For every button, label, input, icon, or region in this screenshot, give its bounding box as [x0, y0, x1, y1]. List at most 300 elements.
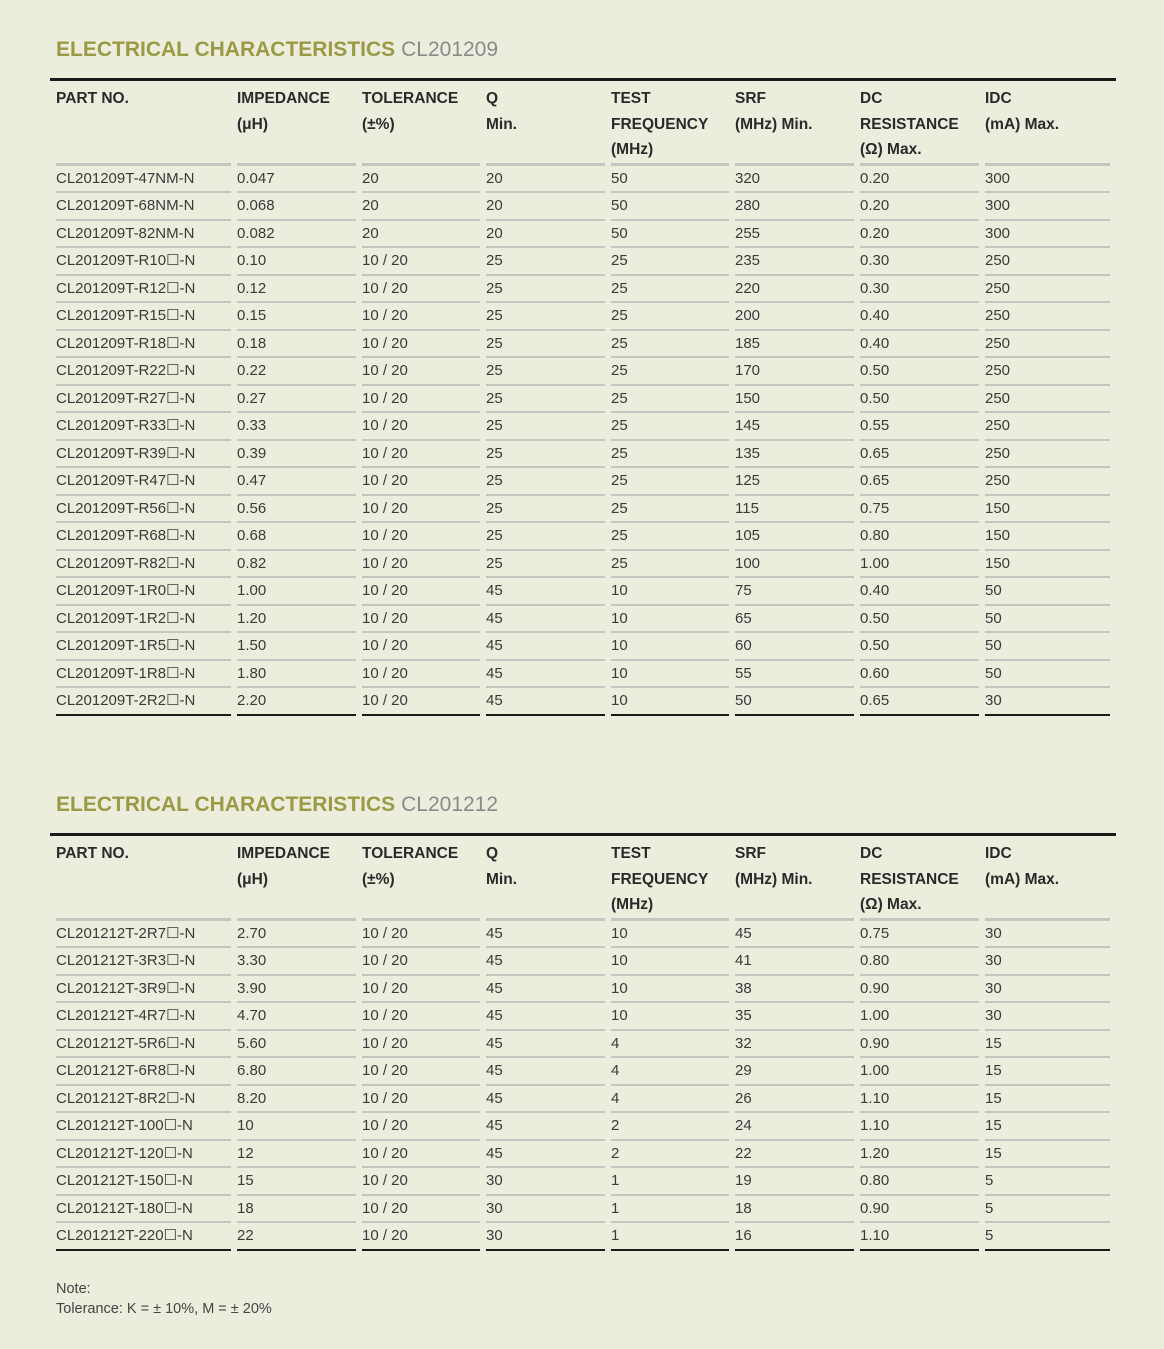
- table-row: [56, 221, 1110, 249]
- column-header-line: TOLERANCE: [362, 845, 459, 862]
- table-cell: 185: [735, 331, 854, 359]
- table-row: [56, 1141, 1110, 1169]
- table-row: [56, 948, 1110, 976]
- part-number-cell: CL201209T-R56☐-N: [56, 496, 231, 524]
- table-cell: 0.40: [860, 578, 979, 606]
- table-row: [56, 1196, 1110, 1224]
- table-cell: 10 / 20: [362, 1168, 480, 1196]
- table-cell: 10 / 20: [362, 976, 480, 1004]
- table-cell: 150: [985, 551, 1110, 579]
- table-cell: 0.33: [237, 413, 356, 441]
- part-number-cell: CL201209T-2R2☐-N: [56, 688, 231, 716]
- column-header-line: Q: [486, 90, 499, 107]
- table-cell: 25: [611, 248, 729, 276]
- table-row: [56, 1058, 1110, 1086]
- section-cl201212: [56, 791, 1104, 1251]
- section-cl201209: [56, 36, 1104, 716]
- table-cell: 45: [486, 1141, 605, 1169]
- table-cell: 10 / 20: [362, 688, 480, 716]
- table-cell: 15: [985, 1113, 1110, 1141]
- table-cell: 0.22: [237, 358, 356, 386]
- table-cell: 235: [735, 248, 854, 276]
- table-cell: 10: [611, 921, 729, 949]
- table-cell: 145: [735, 413, 854, 441]
- table-row: [56, 303, 1110, 331]
- part-number-cell: CL201209T-R18☐-N: [56, 331, 231, 359]
- table-cell: 150: [985, 496, 1110, 524]
- part-number-cell: CL201209T-R39☐-N: [56, 441, 231, 469]
- table-cell: 10: [611, 976, 729, 1004]
- table-cell: 22: [237, 1223, 356, 1251]
- table-cell: 15: [985, 1058, 1110, 1086]
- table-cell: 1.10: [860, 1086, 979, 1114]
- part-number-cell: CL201212T-120☐-N: [56, 1141, 231, 1169]
- table-cell: 1.20: [237, 606, 356, 634]
- column-header-line: (MHz) Min.: [735, 870, 813, 888]
- table-cell: 26: [735, 1086, 854, 1114]
- table-cell: 30: [985, 948, 1110, 976]
- table-cell: 10 / 20: [362, 496, 480, 524]
- table-cell: 45: [486, 1113, 605, 1141]
- table-cell: 35: [735, 1003, 854, 1031]
- table-cell: 10: [611, 948, 729, 976]
- table-cell: 50: [735, 688, 854, 716]
- table-cell: 10: [611, 1003, 729, 1031]
- table-cell: 10 / 20: [362, 303, 480, 331]
- table-cell: 1.20: [860, 1141, 979, 1169]
- table-cell: 10: [611, 688, 729, 716]
- section-title: [56, 36, 1104, 64]
- column-header-line: (MHz): [611, 896, 654, 913]
- table-cell: 20: [486, 166, 605, 194]
- table-cell: 50: [985, 606, 1110, 634]
- table-cell: 10: [611, 578, 729, 606]
- table-cell: 45: [486, 578, 605, 606]
- table-cell: 1.00: [860, 1058, 979, 1086]
- table-cell: 5: [985, 1223, 1110, 1251]
- part-number-cell: CL201209T-82NM-N: [56, 221, 231, 249]
- column-header-line: IDC: [985, 90, 1012, 107]
- part-number-cell: CL201209T-R12☐-N: [56, 276, 231, 304]
- table-cell: 10 / 20: [362, 1086, 480, 1114]
- table-cell: 170: [735, 358, 854, 386]
- table-cell: 10 / 20: [362, 1196, 480, 1224]
- column-header-line: DC: [860, 90, 883, 107]
- table-cell: 10 / 20: [362, 1003, 480, 1031]
- table-cell: 30: [985, 688, 1110, 716]
- table-cell: 15: [985, 1031, 1110, 1059]
- table-cell: 25: [611, 496, 729, 524]
- column-header: [362, 81, 480, 166]
- part-number-cell: CL201212T-3R9☐-N: [56, 976, 231, 1004]
- column-header-line: Min.: [486, 115, 517, 133]
- table-cell: 250: [985, 303, 1110, 331]
- table-cell: 1: [611, 1223, 729, 1251]
- table-cell: 0.75: [860, 921, 979, 949]
- table-cell: 10 / 20: [362, 386, 480, 414]
- table-cell: 105: [735, 523, 854, 551]
- table-cell: 255: [735, 221, 854, 249]
- table-cell: 6.80: [237, 1058, 356, 1086]
- table-row: [56, 578, 1110, 606]
- table-cell: 20: [362, 193, 480, 221]
- part-number-cell: CL201209T-R82☐-N: [56, 551, 231, 579]
- table-cell: 15: [237, 1168, 356, 1196]
- table-cell: 1.00: [860, 551, 979, 579]
- table-cell: 45: [486, 661, 605, 689]
- table-cell: 25: [486, 551, 605, 579]
- table-cell: 10 / 20: [362, 578, 480, 606]
- table-cell: 45: [486, 948, 605, 976]
- table-cell: 0.65: [860, 688, 979, 716]
- table-cell: 1.00: [237, 578, 356, 606]
- table-cell: 50: [985, 578, 1110, 606]
- table-cell: 250: [985, 331, 1110, 359]
- table-cell: 0.10: [237, 248, 356, 276]
- table-cell: 45: [486, 633, 605, 661]
- column-header-line: PART NO.: [56, 845, 129, 862]
- column-header-line: RESISTANCE: [860, 115, 959, 133]
- table-cell: 10 / 20: [362, 1113, 480, 1141]
- table-cell: 25: [611, 303, 729, 331]
- column-header-line: TEST: [611, 90, 651, 107]
- part-number-cell: CL201209T-1R2☐-N: [56, 606, 231, 634]
- model-number: CL201212: [401, 793, 499, 816]
- table-cell: 0.55: [860, 413, 979, 441]
- table-cell: 16: [735, 1223, 854, 1251]
- column-header-line: TOLERANCE: [362, 90, 459, 107]
- column-header-line: (mA) Max.: [985, 870, 1060, 888]
- table-cell: 0.80: [860, 523, 979, 551]
- column-header-line: FREQUENCY: [611, 870, 709, 888]
- part-number-cell: CL201212T-2R7☐-N: [56, 921, 231, 949]
- table-cell: 25: [486, 386, 605, 414]
- table-cell: 4: [611, 1031, 729, 1059]
- table-cell: 150: [735, 386, 854, 414]
- table-cell: 20: [362, 166, 480, 194]
- table-cell: 250: [985, 386, 1110, 414]
- table-cell: 10 / 20: [362, 948, 480, 976]
- part-number-cell: CL201212T-4R7☐-N: [56, 1003, 231, 1031]
- table-cell: 0.60: [860, 661, 979, 689]
- table-cell: 320: [735, 166, 854, 194]
- table-cell: 0.65: [860, 441, 979, 469]
- column-header: [611, 81, 729, 166]
- table-cell: 25: [611, 523, 729, 551]
- table-row: [56, 633, 1110, 661]
- table-cell: 250: [985, 358, 1110, 386]
- table-cell: 10 / 20: [362, 661, 480, 689]
- column-header-line: (±%): [362, 870, 395, 888]
- table-row: [56, 496, 1110, 524]
- table-cell: 25: [611, 468, 729, 496]
- part-number-cell: CL201209T-R27☐-N: [56, 386, 231, 414]
- table-cell: 0.50: [860, 606, 979, 634]
- table-cell: 1.80: [237, 661, 356, 689]
- table-cell: 75: [735, 578, 854, 606]
- electrical-characteristics-table-cl201212: [50, 833, 1116, 1251]
- table-cell: 25: [486, 303, 605, 331]
- column-header: [985, 836, 1110, 921]
- table-row: [56, 413, 1110, 441]
- table-cell: 0.047: [237, 166, 356, 194]
- table-row: [56, 193, 1110, 221]
- table-cell: 1: [611, 1168, 729, 1196]
- table-cell: 10 / 20: [362, 468, 480, 496]
- column-header-line: SRF: [735, 90, 766, 107]
- table-cell: 4: [611, 1058, 729, 1086]
- table-cell: 0.56: [237, 496, 356, 524]
- table-cell: 250: [985, 248, 1110, 276]
- table-cell: 220: [735, 276, 854, 304]
- column-header: [860, 836, 979, 921]
- table-cell: 45: [486, 606, 605, 634]
- table-cell: 115: [735, 496, 854, 524]
- table-cell: 125: [735, 468, 854, 496]
- part-number-cell: CL201212T-180☐-N: [56, 1196, 231, 1224]
- table-cell: 250: [985, 468, 1110, 496]
- table-cell: 12: [237, 1141, 356, 1169]
- table-cell: 38: [735, 976, 854, 1004]
- table-cell: 24: [735, 1113, 854, 1141]
- table-cell: 0.50: [860, 358, 979, 386]
- table-row: [56, 1031, 1110, 1059]
- table-cell: 0.40: [860, 331, 979, 359]
- part-number-cell: CL201209T-R68☐-N: [56, 523, 231, 551]
- column-header: [56, 81, 231, 166]
- table-cell: 45: [486, 1003, 605, 1031]
- column-header: [735, 836, 854, 921]
- table-cell: 0.47: [237, 468, 356, 496]
- table-cell: 4.70: [237, 1003, 356, 1031]
- table-cell: 300: [985, 221, 1110, 249]
- table-cell: 41: [735, 948, 854, 976]
- table-row: [56, 276, 1110, 304]
- table-row: [56, 1113, 1110, 1141]
- table-cell: 10: [611, 661, 729, 689]
- column-header-line: RESISTANCE: [860, 870, 959, 888]
- table-cell: 0.12: [237, 276, 356, 304]
- table-row: [56, 386, 1110, 414]
- table-cell: 25: [486, 413, 605, 441]
- table-cell: 25: [486, 358, 605, 386]
- column-header: [486, 81, 605, 166]
- table-cell: 10 / 20: [362, 331, 480, 359]
- table-row: [56, 468, 1110, 496]
- table-cell: 25: [611, 441, 729, 469]
- table-cell: 10 / 20: [362, 276, 480, 304]
- table-cell: 25: [611, 276, 729, 304]
- table-cell: 1.10: [860, 1223, 979, 1251]
- table-cell: 0.068: [237, 193, 356, 221]
- note-label: Note:: [56, 1281, 91, 1297]
- table-cell: 25: [486, 496, 605, 524]
- table-cell: 50: [611, 221, 729, 249]
- table-row: [56, 1168, 1110, 1196]
- table-cell: 0.20: [860, 166, 979, 194]
- note-text: Tolerance: K = ± 10%, M = ± 20%: [56, 1301, 272, 1317]
- table-cell: 15: [985, 1141, 1110, 1169]
- column-header-line: PART NO.: [56, 90, 129, 107]
- table-cell: 0.90: [860, 1031, 979, 1059]
- table-cell: 18: [237, 1196, 356, 1224]
- table-cell: 10: [611, 606, 729, 634]
- part-number-cell: CL201209T-1R8☐-N: [56, 661, 231, 689]
- column-header: [56, 836, 231, 921]
- table-cell: 25: [486, 276, 605, 304]
- table-cell: 32: [735, 1031, 854, 1059]
- table-cell: 25: [611, 386, 729, 414]
- table-cell: 3.30: [237, 948, 356, 976]
- table-cell: 10 / 20: [362, 1031, 480, 1059]
- table-cell: 50: [611, 166, 729, 194]
- header-row: [56, 836, 1110, 921]
- table-cell: 280: [735, 193, 854, 221]
- table-row: [56, 976, 1110, 1004]
- part-number-cell: CL201212T-6R8☐-N: [56, 1058, 231, 1086]
- part-number-cell: CL201212T-150☐-N: [56, 1168, 231, 1196]
- part-number-cell: CL201209T-R22☐-N: [56, 358, 231, 386]
- table-row: [56, 1086, 1110, 1114]
- table-row: [56, 331, 1110, 359]
- table-cell: 0.15: [237, 303, 356, 331]
- table-cell: 45: [486, 976, 605, 1004]
- model-number: CL201209: [401, 38, 499, 61]
- section-heading: ELECTRICAL CHARACTERISTICS: [56, 793, 396, 816]
- part-number-cell: CL201209T-1R0☐-N: [56, 578, 231, 606]
- table-cell: 2.20: [237, 688, 356, 716]
- column-header-line: (±%): [362, 115, 395, 133]
- table-cell: 10 / 20: [362, 921, 480, 949]
- table-cell: 0.39: [237, 441, 356, 469]
- table-cell: 2.70: [237, 921, 356, 949]
- table-cell: 30: [985, 1003, 1110, 1031]
- column-header-line: (Ω) Max.: [860, 141, 922, 158]
- table-cell: 250: [985, 413, 1110, 441]
- table-row: [56, 523, 1110, 551]
- table-cell: 10 / 20: [362, 1141, 480, 1169]
- table-cell: 0.90: [860, 976, 979, 1004]
- table-cell: 30: [486, 1223, 605, 1251]
- table-cell: 2: [611, 1113, 729, 1141]
- table-cell: 30: [985, 921, 1110, 949]
- column-header-line: (Ω) Max.: [860, 896, 922, 913]
- table-cell: 25: [611, 413, 729, 441]
- table-cell: 2: [611, 1141, 729, 1169]
- table-cell: 50: [985, 661, 1110, 689]
- table-cell: 0.90: [860, 1196, 979, 1224]
- table-cell: 29: [735, 1058, 854, 1086]
- table-cell: 0.80: [860, 1168, 979, 1196]
- table-cell: 0.20: [860, 221, 979, 249]
- table-cell: 20: [486, 193, 605, 221]
- table-cell: 25: [486, 441, 605, 469]
- column-header-line: Q: [486, 845, 499, 862]
- table-cell: 45: [735, 921, 854, 949]
- table-cell: 1.50: [237, 633, 356, 661]
- table-cell: 0.50: [860, 633, 979, 661]
- part-number-cell: CL201212T-3R3☐-N: [56, 948, 231, 976]
- table-cell: 3.90: [237, 976, 356, 1004]
- table-cell: 10 / 20: [362, 606, 480, 634]
- column-header-line: (mA) Max.: [985, 115, 1060, 133]
- table-cell: 65: [735, 606, 854, 634]
- table-cell: 30: [486, 1168, 605, 1196]
- column-header: [486, 836, 605, 921]
- part-number-cell: CL201209T-68NM-N: [56, 193, 231, 221]
- table-cell: 150: [985, 523, 1110, 551]
- column-header: [735, 81, 854, 166]
- table-cell: 45: [486, 921, 605, 949]
- column-header-line: (μH): [237, 870, 268, 888]
- table-cell: 1: [611, 1196, 729, 1224]
- table-row: [56, 248, 1110, 276]
- table-cell: 5.60: [237, 1031, 356, 1059]
- table-cell: 10 / 20: [362, 413, 480, 441]
- column-header: [237, 81, 356, 166]
- table-cell: 100: [735, 551, 854, 579]
- column-header-line: (MHz): [611, 141, 654, 158]
- table-cell: 300: [985, 166, 1110, 194]
- table-cell: 0.82: [237, 551, 356, 579]
- table-cell: 10 / 20: [362, 551, 480, 579]
- table-cell: 10 / 20: [362, 248, 480, 276]
- table-cell: 5: [985, 1168, 1110, 1196]
- table-cell: 0.68: [237, 523, 356, 551]
- table-cell: 10 / 20: [362, 633, 480, 661]
- section-heading: ELECTRICAL CHARACTERISTICS: [56, 38, 396, 61]
- table-cell: 25: [611, 551, 729, 579]
- table-cell: 0.27: [237, 386, 356, 414]
- header-row: [56, 81, 1110, 166]
- table-cell: 10: [237, 1113, 356, 1141]
- table-cell: 10 / 20: [362, 358, 480, 386]
- column-header-line: (μH): [237, 115, 268, 133]
- table-cell: 0.30: [860, 276, 979, 304]
- table-cell: 1.00: [860, 1003, 979, 1031]
- table-cell: 50: [985, 633, 1110, 661]
- column-header-line: IDC: [985, 845, 1012, 862]
- table-cell: 60: [735, 633, 854, 661]
- part-number-cell: CL201212T-5R6☐-N: [56, 1031, 231, 1059]
- part-number-cell: CL201209T-1R5☐-N: [56, 633, 231, 661]
- column-header-line: TEST: [611, 845, 651, 862]
- part-number-cell: CL201209T-R47☐-N: [56, 468, 231, 496]
- table-cell: 25: [611, 358, 729, 386]
- table-cell: 200: [735, 303, 854, 331]
- table-cell: 0.65: [860, 468, 979, 496]
- part-number-cell: CL201209T-R15☐-N: [56, 303, 231, 331]
- table-row: [56, 606, 1110, 634]
- column-header: [611, 836, 729, 921]
- table-row: [56, 1003, 1110, 1031]
- table-cell: 25: [486, 248, 605, 276]
- table-cell: 30: [486, 1196, 605, 1224]
- column-header: [237, 836, 356, 921]
- table-row: [56, 1223, 1110, 1251]
- table-cell: 25: [486, 523, 605, 551]
- table-cell: 10 / 20: [362, 1058, 480, 1086]
- part-number-cell: CL201212T-220☐-N: [56, 1223, 231, 1251]
- table-row: [56, 688, 1110, 716]
- table-cell: 19: [735, 1168, 854, 1196]
- table-cell: 135: [735, 441, 854, 469]
- column-header: [860, 81, 979, 166]
- table-cell: 10 / 20: [362, 441, 480, 469]
- table-row: [56, 166, 1110, 194]
- note: [56, 1279, 272, 1319]
- table-cell: 250: [985, 441, 1110, 469]
